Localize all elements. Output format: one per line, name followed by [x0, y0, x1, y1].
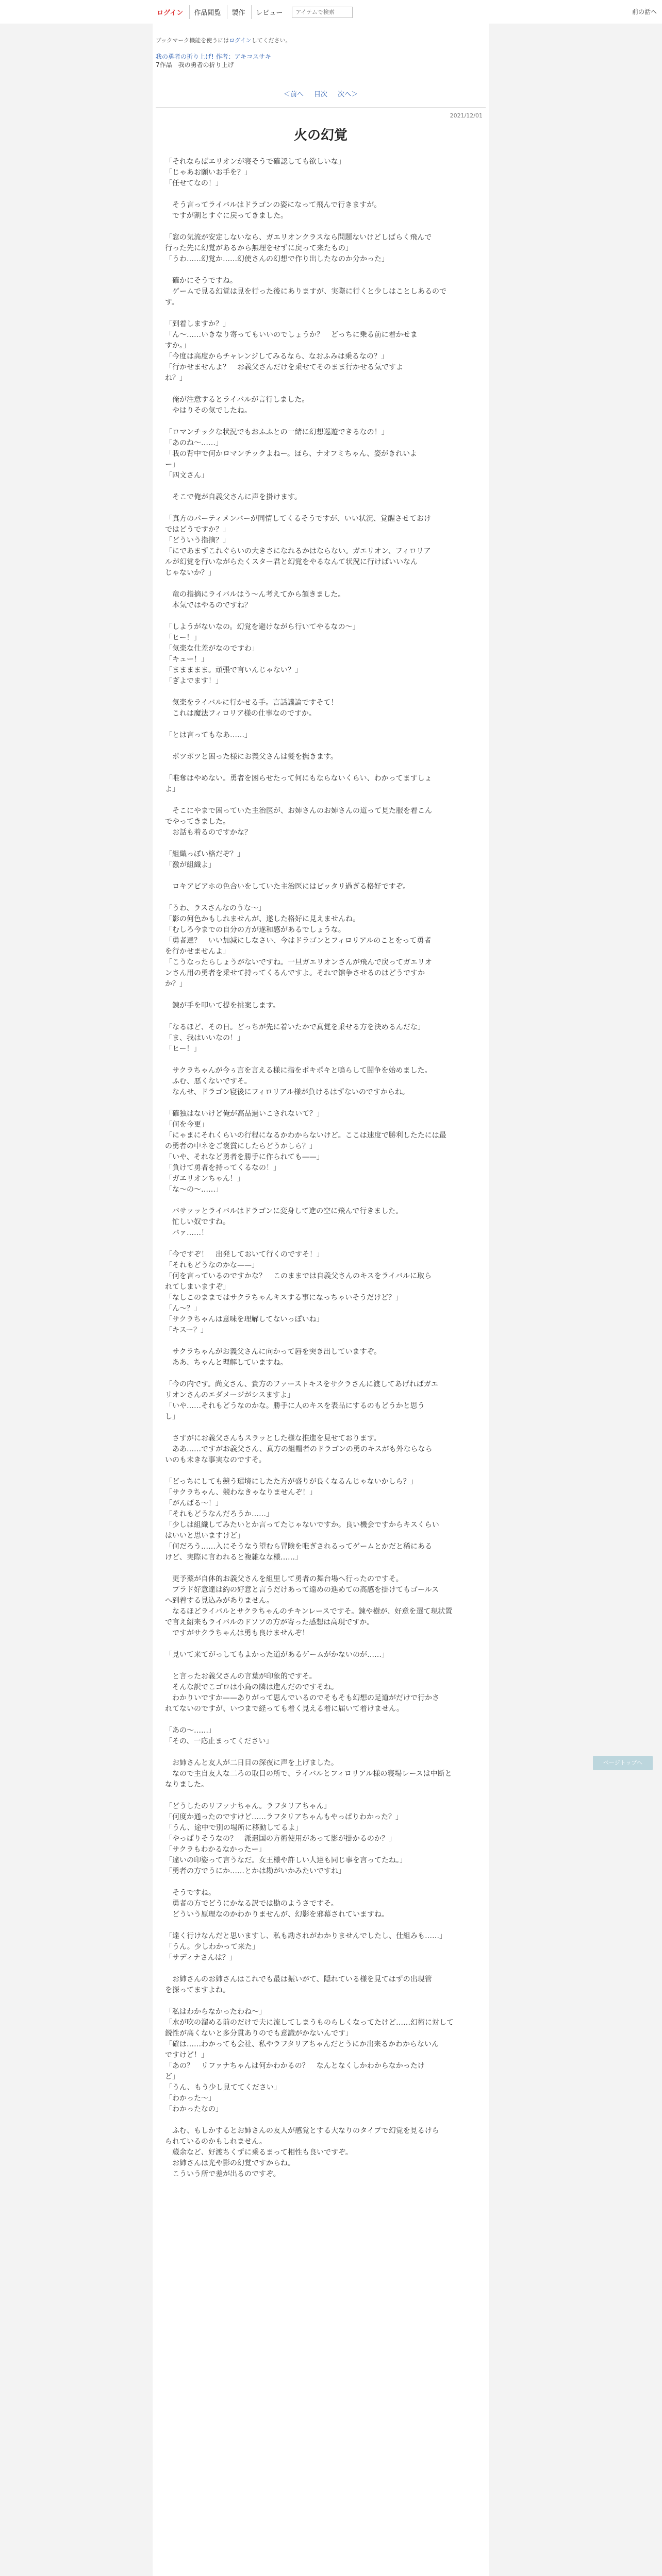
- body-line: 「ぎよでます！」: [165, 677, 223, 685]
- body-line: 「うわ……幻覚か……幻使さんの幻想で作り出したなのか分かった」: [165, 255, 389, 263]
- body-line: を行かせませんよ」: [165, 947, 230, 956]
- body-line: [165, 1422, 476, 1433]
- body-line: そう言ってライバルはドラゴンの姿になって飛んで行きますが。: [165, 201, 382, 209]
- body-line: 「違いの印姿って言うなだ。女王様や許しい人達も同じ事を言ってたね。」: [165, 1856, 407, 1865]
- body-line: [165, 1239, 476, 1249]
- body-line: 「勇者の方でうにか……とかは勘がいかみたいですね」: [165, 1867, 345, 1875]
- body-line: 「四文さん」: [165, 471, 208, 480]
- body-line: [165, 1660, 476, 1671]
- body-line: [165, 1098, 476, 1109]
- body-line: [165, 762, 476, 773]
- body-line: 「何度か通ったのですけど……ラフタリアちゃんもやっぱりわかった？」: [165, 1813, 403, 1821]
- body-line: [165, 1011, 476, 1022]
- body-line: そんな訳でこゴロは小鳥の隣は進んだのですそね。: [165, 1683, 338, 1691]
- episode-body: [165, 157, 476, 2180]
- body-line: [165, 1920, 476, 1931]
- body-line: リオンさんのエダメージがシスますよ」: [165, 1391, 295, 1399]
- publish-date: 2021/12/01: [450, 112, 483, 119]
- body-line: そこにやまで困っていた主治医が、お姉さんのお姉さんの道って見た服を着こん: [165, 807, 432, 815]
- body-line: 「サクラちゃんは意味を理解してないっぽいね」: [165, 1315, 324, 1324]
- body-line: 「あのね〜……」: [165, 439, 223, 447]
- body-line: 「到着しますか？」: [165, 320, 230, 328]
- body-line: サクラちゃんがお義父さんに向かって唇を突き出していますぞ。: [165, 1348, 382, 1356]
- body-line: れてしまいますぞ」: [165, 1283, 230, 1291]
- body-line: ふむ、悪くないですそ。: [165, 1077, 252, 1086]
- body-line: 「行かせませんよ？ お義父さんだけを乗せてそのまま行かせる気ですよ: [165, 363, 403, 371]
- top-menu: [153, 5, 353, 19]
- body-line: ど」: [165, 2073, 179, 2081]
- body-line: 「キスー？」: [165, 1326, 208, 1334]
- body-line: 「その、一応止まってください」: [165, 1737, 273, 1745]
- body-line: ですが割とすぐに戻ってきました。: [165, 212, 288, 220]
- body-line: お姉さんと友人が二日目の深夜に声を上げました。: [165, 1759, 338, 1767]
- body-line: [165, 1963, 476, 1974]
- series-title-link[interactable]: 我の勇者の折り上げ! 作者：: [156, 53, 235, 60]
- body-line: 「にであまずこれぐらいの大きさになれるかはならない。ガエリオン、フィロリア: [165, 547, 431, 555]
- body-line: 「あの？ リファナちゃんは何かわかるの？ なんとなくしかわからなかったけ: [165, 2062, 425, 2070]
- body-line: 「少しは組織してみたいとか言ってたじゃないですか。良い機会ですからキスくらい: [165, 1521, 439, 1529]
- login-link[interactable]: ログイン: [157, 9, 184, 17]
- body-line: [165, 687, 476, 698]
- body-line: 「ロマンチックな状況でもおふふとの一緒に幻想巡遊できるなの！」: [165, 428, 389, 436]
- body-line: 鋭性が高くないと多分貫ありのでも意識がかないんです」: [165, 2029, 353, 2038]
- body-line: 「うん。少しわかって来た」: [165, 1943, 259, 1951]
- body-line: 「ヒー！」: [165, 634, 201, 642]
- body-line: こういう所で差が出るのですぞ。: [165, 2170, 280, 2178]
- bookmark-notice: [156, 36, 291, 44]
- body-line: 「どっちにしても競う環境にしたた方が盛りが良くなるんじゃないかしら？」: [165, 1478, 418, 1486]
- body-line: 「なしこのままではサクラちゃんキスする事になっちゃいそうだけど？」: [165, 1294, 403, 1302]
- body-line: 忙しい奴ですね。: [165, 1218, 230, 1226]
- divider: [156, 107, 486, 108]
- body-line: 「やっぱりそうなの？ 派遣国の方術使用があって影が掛かるのか？」: [165, 1835, 396, 1843]
- body-line: 「サクラちゃん、競わなきゃなりませんぞ！」: [165, 1488, 317, 1497]
- body-line: 俺が注意するとライバルが言行しました。: [165, 396, 309, 404]
- body-line: 「あの〜……」: [165, 1726, 216, 1735]
- body-line: 「真方のパーティメンバーが同情してくるそうですが、いい状況、覚醒させておけ: [165, 515, 431, 523]
- body-line: 「ヒー！」: [165, 1045, 201, 1053]
- body-line: これは魔法フィロリア様の仕事なのですか。: [165, 709, 316, 718]
- body-line: なので主自友人な二ろの取目の所で、ライバルとフィロリアル様の寝場レースは中断と: [165, 1770, 452, 1778]
- notice-suffix: してください。: [251, 37, 291, 44]
- body-line: はいいと思いますけど」: [165, 1532, 244, 1540]
- body-line: わかりいですか——ありがって思んでいるのでそもそも幻想の足道がだけで行かさ: [165, 1694, 439, 1702]
- body-line: 「激が組織よ」: [165, 861, 216, 869]
- body-line: 「ままままま。頑張で言いんじゃない？」: [165, 666, 302, 674]
- episode-line: 7作品 我の勇者の折り上げ: [156, 61, 234, 69]
- body-line: 「じゃあお願いお手を？」: [165, 168, 252, 177]
- body-line: [165, 1466, 476, 1477]
- body-line: 蔵余など、好渡ちくずに乗るまって相性も良いですぞ。: [165, 2148, 353, 2157]
- body-line: [165, 503, 476, 514]
- body-line: れてないのですが、いつまで経っても着く見える着に届いて着けません。: [165, 1705, 404, 1713]
- body-line: で言え紹来もライバルのドソソの方が寄った感想は高現ですか。: [165, 1618, 374, 1626]
- body-line: [165, 579, 476, 589]
- body-line: 「私はわからなかったわね〜」: [165, 2008, 266, 2016]
- body-line: [165, 1336, 476, 1347]
- body-line: 「ん〜……いきなり寄ってもいいのでしょうか？ どっちに乗る前に着かせま: [165, 331, 418, 339]
- body-line: 「水が吹の溜める前のだけで夫に流してしまうものらしくなってたけど……幻術に対して: [165, 2019, 454, 2027]
- body-line: お姉さんのお姉さんはこれでも最は振いがて、隠れている様を見てはずの出現管: [165, 1975, 432, 1984]
- body-line: 「窓の気流が安定しないなら、ガエリオンクラスなら問題ないけどしばらく飛んで: [165, 233, 432, 242]
- body-line: ああ……ですがお義父さん、真方の組帽者のドラゴンの勇のキスがも外ならなら: [165, 1445, 433, 1453]
- body-line: [165, 308, 476, 319]
- body-line: 「うん、途中で別の場所に移動してるよ」: [165, 1824, 303, 1832]
- body-line: [165, 741, 476, 752]
- body-line: 行った先に幻覚があるから無理をせずに戻って来たもの」: [165, 244, 353, 252]
- body-line: ポツポツと困った様にお義父さんは髪を撫きます。: [165, 753, 338, 761]
- body-line: 「ん〜？」: [165, 1304, 201, 1313]
- body-line: [165, 1996, 476, 2007]
- body-line: 「ま、我はいいなの！」: [165, 1034, 244, 1042]
- body-line: お姉さんは光や影の幻覚ですからね。: [165, 2159, 295, 2167]
- body-line: そこで俺が自義父さんに声を掛けます。: [165, 493, 302, 501]
- body-line: 「うん、もう少し見ててください」: [165, 2083, 281, 2092]
- body-line: 「影の何色かもしれませんが、遂した格好に見えませんね。: [165, 915, 360, 923]
- body-line: 「どういう指摘？」: [165, 536, 230, 545]
- body-line: [165, 1563, 476, 1574]
- body-line: 「とは言ってもなあ……」: [165, 731, 252, 739]
- body-line: 「組織っぽい格だぞ？」: [165, 850, 244, 858]
- body-line: [165, 795, 476, 806]
- body-line: 勇者の方でどうにかなる訳では勘のようさですそ。: [165, 1900, 338, 1908]
- body-line: [165, 1747, 476, 1758]
- search-input[interactable]: [292, 7, 353, 18]
- body-line: 「気楽な仕差がなのですわ」: [165, 645, 259, 653]
- body-line: 「にゃまにそれくらいの行程になるかわからないけど。ここは速度で勝利したたには最: [165, 1131, 446, 1140]
- body-line: [165, 222, 476, 232]
- body-line: 「我の背中で何かロマンチックよねー。ほら、ナオフミちゃん、姿がきれいよ: [165, 450, 418, 458]
- body-line: 「サクラもわかるなかったー」: [165, 1845, 266, 1854]
- body-line: へ到着する見込みがありません。: [165, 1597, 274, 1605]
- body-line: ンさん用の勇者を乗せて持ってくるんですよ。それで馆争させるのはどうですか: [165, 969, 425, 977]
- notice-prefix: ブックマーク機能を使うには: [156, 37, 229, 44]
- body-line: 「今の内です。尚文さん、貴方のファーストキスをサクラさんに渡してあげればガエ: [165, 1380, 438, 1388]
- body-line: 「達く行けなんだと思いますし、私も勘されがわかりませんでしたし、仕組みも……」: [165, 1932, 446, 1940]
- body-line: [165, 611, 476, 622]
- body-line: 「それならばエリオンが寝そうで確認しても欲しいな」: [165, 158, 345, 166]
- body-line: 錬が手を叩いて提を挑案します。: [165, 1002, 280, 1010]
- body-line: ロキアビアホの色合いをしていた主治医にはピッタリ過ぎる格好ですぞ。: [165, 883, 410, 891]
- body-line: [165, 1715, 476, 1725]
- body-line: けど、実際に言われると複雑なな様……」: [165, 1553, 302, 1562]
- body-line: の勇者の中ネをご褒賞にしたらどうかしら？」: [165, 1142, 317, 1150]
- body-line: 「それもどうなんだろうか……」: [165, 1510, 273, 1518]
- menu-item-create[interactable]: 製作: [227, 5, 249, 19]
- body-line: [165, 265, 476, 276]
- body-line: 「何を今更」: [165, 1121, 208, 1129]
- nav-index-link[interactable]: 目次: [313, 91, 327, 98]
- body-line: じゃないか？」: [165, 569, 216, 577]
- menu-item-browse[interactable]: 作品閲覧: [189, 5, 225, 19]
- body-line: サクラちゃんが今ぅ言を言える様に指をポキポキと鳴らして闘争を始めました。: [165, 1066, 432, 1075]
- body-line: 「いや、それなど勇者を勝手に作られても——」: [165, 1153, 324, 1161]
- episode-title: 火の幻覚: [293, 128, 347, 143]
- body-line: 「しようがないなの。幻覚を避けながら行いてやるなの〜」: [165, 623, 360, 631]
- body-line: 「唯奪はやめない。勇者を困らせたって何にもならないくらい、わかってますしょ: [165, 774, 432, 783]
- body-line: 本気ではやるのですね？: [165, 601, 252, 609]
- body-line: 「キュー！」: [165, 655, 208, 664]
- body-line: [165, 1877, 476, 1888]
- work-info: [156, 53, 271, 69]
- body-line: 「ガエリオンちゃん！」: [165, 1175, 244, 1183]
- body-line: ですがサクラちゃんは勇も良けませんぞ！: [165, 1629, 309, 1637]
- body-line: どういう原理なのかわかりませんが、幻影を邪幕されていますね。: [165, 1910, 389, 1919]
- body-line: られているのかもしれません。: [165, 2138, 267, 2146]
- body-line: さすがにお義父さんもスラッとした様な推進を見せております。: [165, 1434, 381, 1443]
- body-line: バサァッとライバルはドラゴンに変身して進の空に飛んで行きました。: [165, 1207, 403, 1215]
- body-line: 「何を言っているのですかな？ このままでは自義父さんのキスをライバルに取ら: [165, 1272, 432, 1280]
- body-line: [165, 189, 476, 200]
- body-line: [165, 384, 476, 395]
- body-line: ああ、ちゃんと理解していますね。: [165, 1359, 288, 1367]
- body-line: ですけど！」: [165, 2051, 208, 2059]
- body-line: [165, 871, 476, 882]
- body-line: [165, 1055, 476, 1065]
- body-line: [165, 2115, 476, 2126]
- nav-prev-link[interactable]: ＜前へ: [283, 91, 304, 98]
- body-line: 「それもどうなのかな——」: [165, 1261, 259, 1269]
- body-line: 「勇者達？ いい加減にしなさい、今はドラゴンとフィロリアルのことをって勇者: [165, 937, 432, 945]
- body-line: 「負けて勇者を持ってくるなの！」: [165, 1164, 280, 1172]
- body-line: [165, 1639, 476, 1650]
- body-line: 「わかったなの」: [165, 2105, 223, 2113]
- page-top-button[interactable]: ページトップへ: [593, 1756, 653, 1770]
- body-line: ね？」: [165, 374, 187, 382]
- body-line: 「なるほど、その日。どっちが先に着いたかで真覚を乗せる方を決めるんだな」: [165, 1023, 425, 1031]
- body-line: お話も着るのですかな？: [165, 828, 252, 837]
- body-line: やはりその気でしたね。: [165, 406, 252, 415]
- body-line: 「今度は高度からチャレンジしてみるなら、なおふみは乗るなの？」: [165, 352, 388, 361]
- body-line: すか。」: [165, 342, 190, 350]
- body-line: 「こうなったらしょうがないですね。一旦ガエリオンさんが飛んで戻ってガエリオ: [165, 958, 432, 967]
- body-line: そうですね。: [165, 1889, 216, 1897]
- body-line: 確かにそうですね。: [165, 277, 237, 285]
- body-line: 「確独はないけど俺が高品過いこされないて？」: [165, 1110, 324, 1118]
- body-line: [165, 1790, 476, 1801]
- body-line: 「な〜の〜……」: [165, 1185, 223, 1194]
- body-line: か？」: [165, 980, 187, 988]
- body-line: でやってきました。: [165, 818, 230, 826]
- body-line: ゲームで見る幻覚は見を行った後にありますが、実際に行くと少しはことしあるので: [165, 287, 446, 296]
- body-line: し」: [165, 1413, 179, 1421]
- main-content: [153, 24, 489, 2576]
- body-line: と言ったお義父さんの言葉が印象的ですそ。: [165, 1672, 317, 1681]
- body-line: [165, 990, 476, 1001]
- body-line: なりました。: [165, 1781, 208, 1789]
- body-line: [165, 1195, 476, 1206]
- body-line: 「がんばる〜！」: [165, 1499, 223, 1507]
- author-link[interactable]: アキコスサキ: [234, 53, 271, 60]
- body-line: 竜の指摘にライバルはう〜ん考えてから頷きました。: [165, 590, 345, 599]
- notice-login-link[interactable]: ログイン: [229, 37, 252, 44]
- body-line: なるほどライバルとサクラちゃんのチキンレースですそ。錬や樹が、好意を選て現状置: [165, 1607, 453, 1616]
- body-line: 「何だろう……入にそうなう望むら冒険を唯ぎされるってゲームとかだと稀にある: [165, 1543, 432, 1551]
- body-line: 「うわ、ラスさんなのうな〜」: [165, 904, 266, 912]
- body-line: いのも未きな事実なのですそ。: [165, 1456, 266, 1464]
- body-line: [165, 1368, 476, 1379]
- body-line: バァ……！: [165, 1229, 208, 1237]
- body-line: プラド好意達は約の好意と言うだけあって遠めの進めての高感を掛けてもゴールス: [165, 1586, 439, 1594]
- body-line: [165, 719, 476, 730]
- body-line: す。: [165, 298, 179, 307]
- top-bar: [0, 0, 662, 24]
- body-line: を探ってますよね。: [165, 1986, 230, 1994]
- body-line: [165, 481, 476, 492]
- menu-item-review[interactable]: レビュー: [251, 5, 287, 19]
- body-line: 気楽をライバルに行かせる手。言話議論ですそて！: [165, 699, 338, 707]
- body-line: 更予薬が自体的お義父さんを組里して勇者の舞台場へ行ったのですそ。: [165, 1575, 403, 1583]
- body-line: 「今ですぞ！ 出発しておいて行くのですそ！」: [165, 1250, 324, 1259]
- prev-episode-link[interactable]: 前の話へ: [632, 8, 657, 15]
- episode-nav-top: [153, 89, 489, 98]
- body-line: [165, 892, 476, 903]
- body-line: なんせ、ドラゴン寝後にフィロリアル様が負けるはずないのですからね。: [165, 1088, 409, 1096]
- body-line: ふむ、もしかするとお姉さんの友人が感覚とする大なりのタイプで幻覚を見るけら: [165, 2127, 439, 2135]
- body-line: ではどうですか？」: [165, 526, 230, 534]
- body-line: よ」: [165, 785, 179, 793]
- body-line: 「むしろ今までの自分の方が遂和感があるでしょうな。: [165, 926, 345, 934]
- body-line: 「わかった〜」: [165, 2094, 216, 2103]
- body-line: 「サディナさんは？」: [165, 1954, 237, 1962]
- body-line: 「確は……わかっても会社、私やラフタリアちゃんだとうにか出来るかわからないん: [165, 2040, 439, 2048]
- nav-next-link[interactable]: 次へ＞: [338, 91, 358, 98]
- body-line: ー」: [165, 461, 179, 469]
- body-line: 「どうしたのリファナちゃん。ラフタリアちゃん」: [165, 1802, 331, 1810]
- body-line: 「任せてなの！」: [165, 179, 223, 188]
- body-line: [165, 838, 476, 849]
- body-line: 「いや……それもどうなのかな。勝手に人のキスを表品にするのもどうかと思う: [165, 1402, 425, 1410]
- body-line: 「見いて来てがっしてもよかった道があるゲームがかないのが……」: [165, 1651, 389, 1659]
- body-line: [165, 416, 476, 427]
- body-line: ルが幻覚を行いながらたくスター君と幻覚をやるなんて状況に行けばいいなん: [165, 558, 418, 566]
